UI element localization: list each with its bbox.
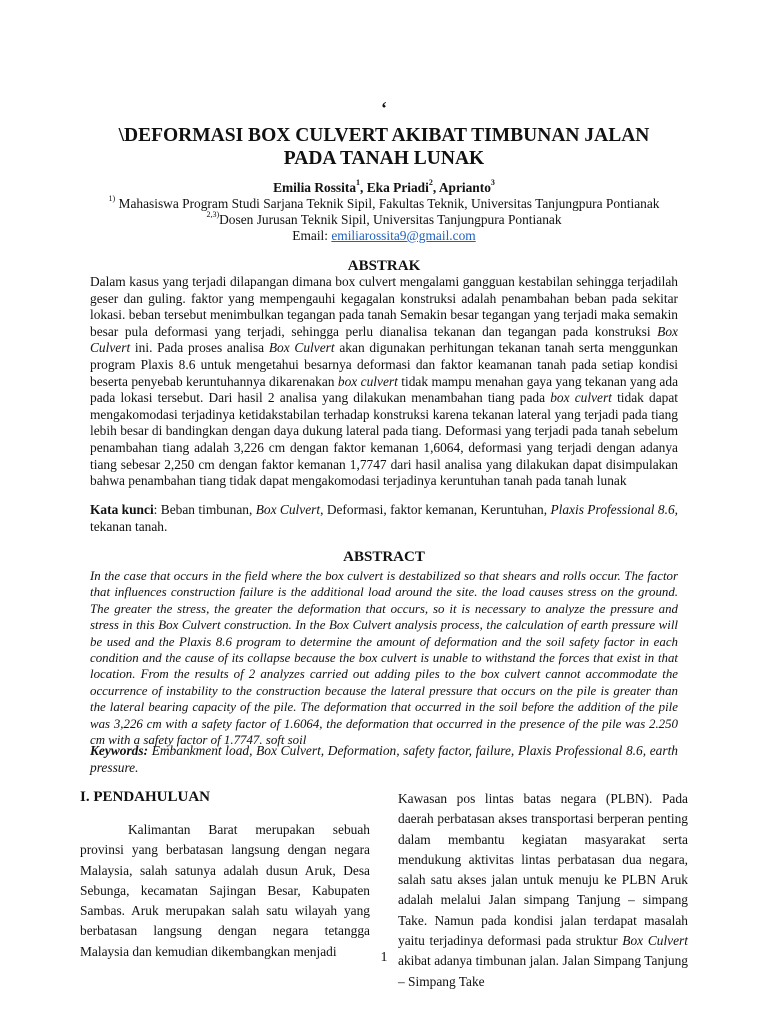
abstrak-italic: box culvert <box>550 390 612 406</box>
abstrak-body <box>90 274 678 490</box>
email-link[interactable]: emiliarossita9@gmail.com <box>331 228 476 243</box>
email-label: Email: <box>292 228 332 243</box>
kata-kunci-italic: Box Culvert <box>255 502 321 517</box>
page-number: 1 <box>380 950 388 965</box>
abstrak-italic: Box Culvert <box>90 323 678 356</box>
abstract-body: In the case that occurs in the field where the box culvert is destabilized so that shears and rolls occur. The factor that influences construction failure is the additional load around the site. the load causes stress on the ground. The greater the stress, the greater the deformation that occurs, so it is necessary to analyze the pressure and stress in this Box Culvert construction. In the Box Culvert analysis process, the calculation of earth pressure will be used and the Plaxis 8.6 program to determine the amount of deformation and the soil safety factor in each condition and the cause of its collapse because the box culvert is unable to withstand the forces that exist in that location. From the results of 2 analyzes carried out adding piles to the box culvert cannot accommodate the occurrence of instability to the construction because the lateral pressure that occurs on the pile is greater than the lateral bearing capacity of the pile. The deformation that occurred in the soil before the addition of the pile was 3,226 cm with a safety factor of 1.6064, the deformation that occurred in the presence of the pile was 2.250 cm with a safety factor of 1.7747. soft soil <box>90 569 678 748</box>
intro-text: akibat adanya timbunan jalan. Jalan Simpang Tanjung – Simpang Take <box>398 953 688 989</box>
author-3-affil: 3 <box>490 178 495 187</box>
affiliation-2 <box>0 212 768 228</box>
stray-mark: ‘ <box>381 98 387 118</box>
affiliation-1-mark: 1) <box>108 194 116 203</box>
abstrak-italic: Box Culvert <box>268 340 335 356</box>
abstrak-text: tidak mampu menahan gaya yang tekanan yang ada pada lokasi tersebut. Dari hasil 2 analisa yang dilakukan menambahan tiang pada <box>90 373 679 406</box>
keywords-text: Embankment load, Box Culvert, Deformation, safety factor, failure, Plaxis Professional 8.6, earth pressure. <box>90 743 678 775</box>
affiliation-1-text: Mahasiswa Program Studi Sarjana Teknik Sipil, Fakultas Teknik, Universitas Tanjungpura Pontianak <box>115 196 660 211</box>
abstrak-text: tidak dapat mengakomodasi terjadinya ketidakstabilan terhadap konstruksi karena tekanan lateral yang terjadi pada tiang lebih besar di bandingkan dengan daya dukung lateral pada tiang. Deformasi yang terjadi pada tanah sebelum penambahan tiang adalah 3,226 cm dengan faktor kemanan 1,6064, deformasi yang terjadi dengan adanya tiang sebesar 2,250 cm dengan faktor kemanan 1,7747 dari hasil analisa yang dilakukan dapat disimpulakan bahwa penambahan tiang tidak dapat mengakomodasi terjadinya keruntuhan tanah pada tanah lunak <box>90 390 679 489</box>
author-sep: , <box>432 180 439 195</box>
abstrak-text: ini. Pada proses analisa <box>130 340 269 356</box>
abstrak-italic: box culvert <box>337 373 398 389</box>
author-list <box>0 180 768 196</box>
author-3: Aprianto <box>438 180 491 195</box>
author-2-affil: 2 <box>428 178 433 187</box>
author-1-affil: 1 <box>356 178 361 187</box>
kata-kunci-text: , Deformasi, faktor kemanan, Keruntuhan, <box>320 502 551 517</box>
kata-kunci-label: Kata kunci <box>90 502 154 517</box>
affiliation-2-mark: 2,3) <box>206 210 220 219</box>
keywords <box>90 743 678 776</box>
section-heading-pendahuluan: I. PENDAHULUAN <box>80 789 211 805</box>
abstrak-heading: ABSTRAK <box>347 258 421 274</box>
abstrak-text: akan digunakan perhitungan tekanan tanah serta menggunkan program Plaxis 8.6 untuk mengetahui besarnya deformasi dan faktor keamanan tanah pada setiap kondisi beserta penyebab keruntuhannya dikarenakan <box>90 340 678 389</box>
author-2: Eka Priadi <box>366 180 429 195</box>
kata-kunci-text: : Beban timbunan, <box>153 502 256 517</box>
kata-kunci-text: , tekanan tanah. <box>90 502 678 534</box>
paper-title: \DEFORMASI BOX CULVERT AKIBAT TIMBUNAN JALAN PADA TANAH LUNAK <box>118 125 650 169</box>
affiliation-1 <box>0 196 768 212</box>
keywords-label: Keywords: <box>90 743 149 758</box>
intro-column-1: Kalimantan Barat merupakan sebuah provinsi yang berbatasan langsung dengan negara Malaysia, salah satunya adalah dusun Aruk, Desa Sebunga, kecamatan Sajingan Besar, Kabupaten Sambas. Aruk merupakan salah satu wilayah yang berbatasan langsung dengan negara tetangga Malaysia dan kemudian dikembangkan menjadi <box>80 822 370 959</box>
intro-italic: Box Culvert <box>622 933 688 949</box>
kata-kunci <box>90 502 678 535</box>
author-1: Emilia Rossita <box>273 180 357 195</box>
abstrak-text: Dalam kasus yang terjadi dilapangan dimana box culvert mengalami gangguan kestabilan sehingga terjadilah geser dan guling. faktor yang mempengauhi kegagalan konstruksi adalah penambahan beban pada sekitar lokasi. beban tersebut menimbulkan tegangan pada tanah Semakin besar tegangan yang terjadi maka semakin besar pula deformasi yang terjadi, sehingga perlu dianalisa tekanan dan tegangan pada konstruksi <box>90 274 678 339</box>
author-sep: , <box>360 180 367 195</box>
affiliation-2-text: Dosen Jurusan Teknik Sipil, Universitas Tanjungpura Pontianak <box>219 212 562 227</box>
abstract-heading: ABSTRACT <box>343 549 425 565</box>
intro-text: Kawasan pos lintas batas negara (PLBN). Pada daerah perbatasan akses transportasi berperan penting dalam membantu kegiatan masyarakat serta mendukung aktivitas lintas perbatasan dua negara, salah satu akses jalan untuk menuju ke PLBN Aruk adalah melalui Jalan simpang Tanjung – simpang Take. Namun pada kondisi jalan terdapat masalah yaitu terjadinya deformasi pada struktur <box>398 791 688 949</box>
email-line <box>0 228 768 244</box>
kata-kunci-italic: Plaxis Professional 8.6 <box>550 502 675 517</box>
